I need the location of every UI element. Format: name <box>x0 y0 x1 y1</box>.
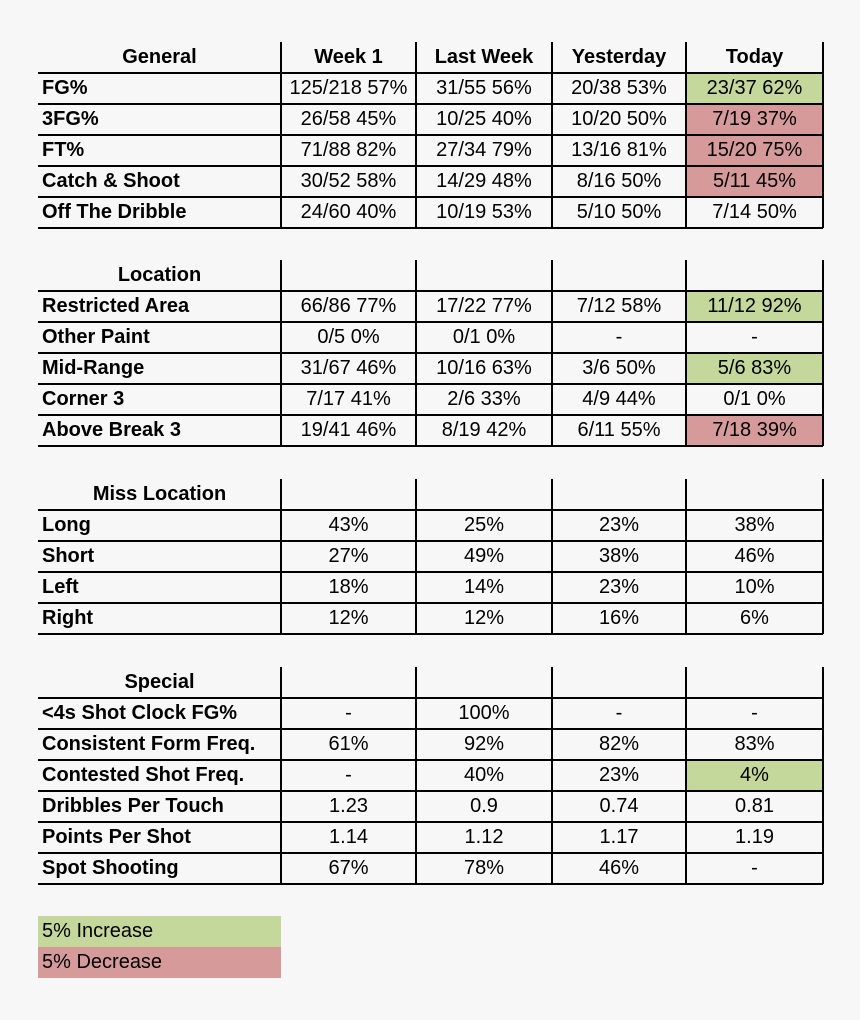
table-cell: 49% <box>463 545 505 567</box>
table-row <box>0 729 860 760</box>
table-cell: 40% <box>463 764 505 786</box>
table-cell: 1.17 <box>599 826 639 848</box>
row-label: Consistent Form Freq. <box>42 733 256 755</box>
table-row <box>0 853 860 884</box>
table-cell: 43% <box>328 514 369 536</box>
grid-line-horizontal <box>38 759 823 761</box>
row-label: Mid-Range <box>42 357 145 379</box>
grid-line-horizontal <box>38 445 823 447</box>
row-label: Dribbles Per Touch <box>42 795 224 817</box>
row-label: 3FG% <box>42 108 99 130</box>
row-label: Short <box>42 545 95 567</box>
table-cell: - <box>751 326 758 348</box>
table-cell: 92% <box>463 733 505 755</box>
grid-line-header <box>38 509 823 511</box>
table-cell: - <box>615 702 623 724</box>
row-label: Spot Shooting <box>42 857 179 879</box>
table-row <box>0 197 860 228</box>
column-header-week-1: Week 1 <box>314 46 383 68</box>
table-cell: 18% <box>328 576 369 598</box>
table-cell: 12% <box>463 607 505 629</box>
table-cell: 5/10 50% <box>576 201 662 223</box>
section-title: Miss Location <box>92 483 227 505</box>
table-cell: 67% <box>328 857 369 879</box>
table-cell: 23% <box>598 514 640 536</box>
table-cell: 46% <box>598 857 640 879</box>
table-cell: 14% <box>463 576 505 598</box>
column-header-today: Today <box>725 46 784 68</box>
table-cell: 27/34 79% <box>436 139 532 161</box>
table-cell: 7/19 37% <box>686 104 823 135</box>
grid-line-horizontal <box>38 852 823 854</box>
grid-line-header <box>38 72 823 74</box>
row-label: Off The Dribble <box>42 201 187 223</box>
table-cell: 7/12 58% <box>576 295 662 317</box>
table-row <box>0 822 860 853</box>
table-row <box>0 135 860 166</box>
table-cell: 24/60 40% <box>300 201 397 223</box>
table-cell: 0.9 <box>470 795 498 817</box>
table-cell: 5/11 45% <box>686 166 823 197</box>
legend-item-increase: 5% Increase <box>38 916 281 947</box>
section-title: Location <box>117 264 202 286</box>
table-cell: 5/6 83% <box>686 353 823 384</box>
grid-line-vertical <box>280 479 282 634</box>
table-row <box>0 698 860 729</box>
row-label: Catch & Shoot <box>42 170 180 192</box>
table-cell: 30/52 58% <box>300 170 397 192</box>
table-cell: 6/11 55% <box>577 419 661 441</box>
table-row <box>0 384 860 415</box>
table-row <box>0 541 860 572</box>
row-label: Corner 3 <box>42 388 125 410</box>
table-cell: 78% <box>463 857 505 879</box>
grid-line-vertical <box>415 479 417 634</box>
table-cell: - <box>615 326 623 348</box>
row-label: FG% <box>42 77 88 99</box>
table-cell: 61% <box>328 733 369 755</box>
table-cell: 4% <box>686 760 823 791</box>
table-cell: 0/1 0% <box>723 388 786 410</box>
section-header-row <box>0 479 860 510</box>
grid-line-horizontal <box>38 134 823 136</box>
table-row <box>0 572 860 603</box>
table-cell: 7/14 50% <box>712 201 797 223</box>
table-cell: 10/19 53% <box>436 201 532 223</box>
table-cell: 31/55 56% <box>436 77 532 99</box>
table-row <box>0 73 860 104</box>
table-cell: 38% <box>734 514 775 536</box>
table-cell: - <box>751 857 758 879</box>
row-label: FT% <box>42 139 85 161</box>
grid-line-horizontal <box>38 321 823 323</box>
table-cell: 1.19 <box>735 826 774 848</box>
table-cell: 27% <box>328 545 369 567</box>
grid-line-horizontal <box>38 540 823 542</box>
section-title: General <box>122 46 197 68</box>
row-label: <4s Shot Clock FG% <box>42 702 238 724</box>
table-cell: 12% <box>328 607 369 629</box>
table-cell: 17/22 77% <box>436 295 532 317</box>
table-cell: 38% <box>598 545 640 567</box>
table-cell: 23% <box>598 764 640 786</box>
row-label: Points Per Shot <box>42 826 191 848</box>
grid-line-horizontal <box>38 821 823 823</box>
table-cell: 100% <box>458 702 510 724</box>
column-header-last-week: Last Week <box>434 46 534 68</box>
table-cell: 26/58 45% <box>300 108 397 130</box>
table-cell: 11/12 92% <box>686 291 823 322</box>
table-row <box>0 291 860 322</box>
section-header-row <box>0 260 860 291</box>
table-row <box>0 415 860 446</box>
grid-line-vertical <box>685 479 687 634</box>
grid-line-horizontal <box>38 196 823 198</box>
grid-line-horizontal <box>38 383 823 385</box>
table-cell: 0/1 0% <box>452 326 516 348</box>
table-cell: 1.23 <box>329 795 368 817</box>
table-cell: 10/25 40% <box>436 108 532 130</box>
grid-line-header <box>38 697 823 699</box>
table-row <box>0 791 860 822</box>
grid-line-horizontal <box>38 414 823 416</box>
row-label: Left <box>42 576 79 598</box>
table-row <box>0 353 860 384</box>
table-cell: 0.81 <box>735 795 774 817</box>
table-cell: 3/6 50% <box>582 357 656 379</box>
table-cell: 8/19 42% <box>441 419 527 441</box>
table-row <box>0 603 860 634</box>
grid-line-horizontal <box>38 602 823 604</box>
table-cell: - <box>345 764 352 786</box>
table-row <box>0 166 860 197</box>
table-cell: 25% <box>463 514 505 536</box>
table-cell: 0.74 <box>599 795 639 817</box>
section-header-row <box>0 667 860 698</box>
table-row <box>0 510 860 541</box>
table-cell: 16% <box>598 607 640 629</box>
grid-line-vertical <box>822 479 824 634</box>
table-cell: 2/6 33% <box>447 388 521 410</box>
table-cell: 10/20 50% <box>571 108 667 130</box>
table-cell: 10/16 63% <box>436 357 532 379</box>
table-cell: 1.12 <box>464 826 504 848</box>
grid-line-horizontal <box>38 352 823 354</box>
table-cell: 19/41 46% <box>300 419 397 441</box>
table-cell: 31/67 46% <box>300 357 397 379</box>
section-header-row <box>0 42 860 73</box>
table-cell: 14/29 48% <box>436 170 532 192</box>
grid-line-vertical <box>551 479 553 634</box>
grid-line-horizontal <box>38 103 823 105</box>
table-row <box>0 322 860 353</box>
table-cell: 10% <box>734 576 775 598</box>
table-cell: 15/20 75% <box>686 135 823 166</box>
table-cell: 82% <box>598 733 640 755</box>
table-cell: - <box>345 702 352 724</box>
legend-item-decrease: 5% Decrease <box>38 947 281 978</box>
table-cell: 23/37 62% <box>686 73 823 104</box>
grid-line-horizontal <box>38 633 823 635</box>
section-title: Special <box>124 671 195 693</box>
table-cell: 1.14 <box>329 826 368 848</box>
table-cell: 23% <box>598 576 640 598</box>
table-row <box>0 104 860 135</box>
table-cell: 46% <box>734 545 775 567</box>
grid-line-header <box>38 290 823 292</box>
grid-line-horizontal <box>38 790 823 792</box>
table-cell: - <box>751 702 758 724</box>
table-row <box>0 760 860 791</box>
table-cell: 7/18 39% <box>686 415 823 446</box>
grid-line-horizontal <box>38 728 823 730</box>
row-label: Long <box>42 514 91 536</box>
row-label: Above Break 3 <box>42 419 181 441</box>
table-cell: 66/86 77% <box>300 295 397 317</box>
table-cell: 4/9 44% <box>582 388 656 410</box>
table-cell: 83% <box>734 733 775 755</box>
table-cell: 13/16 81% <box>571 139 667 161</box>
grid-line-horizontal <box>38 165 823 167</box>
column-header-yesterday: Yesterday <box>571 46 667 68</box>
row-label: Contested Shot Freq. <box>42 764 245 786</box>
row-label: Right <box>42 607 94 629</box>
table-cell: 6% <box>740 607 769 629</box>
row-label: Other Paint <box>42 326 150 348</box>
row-label: Restricted Area <box>42 295 190 317</box>
table-cell: 8/16 50% <box>576 170 662 192</box>
table-cell: 20/38 53% <box>571 77 667 99</box>
table-cell: 7/17 41% <box>306 388 391 410</box>
grid-line-horizontal <box>38 883 823 885</box>
table-cell: 0/5 0% <box>317 326 380 348</box>
table-cell: 125/218 57% <box>289 77 408 99</box>
grid-line-horizontal <box>38 571 823 573</box>
grid-line-horizontal <box>38 227 823 229</box>
table-cell: 71/88 82% <box>300 139 397 161</box>
